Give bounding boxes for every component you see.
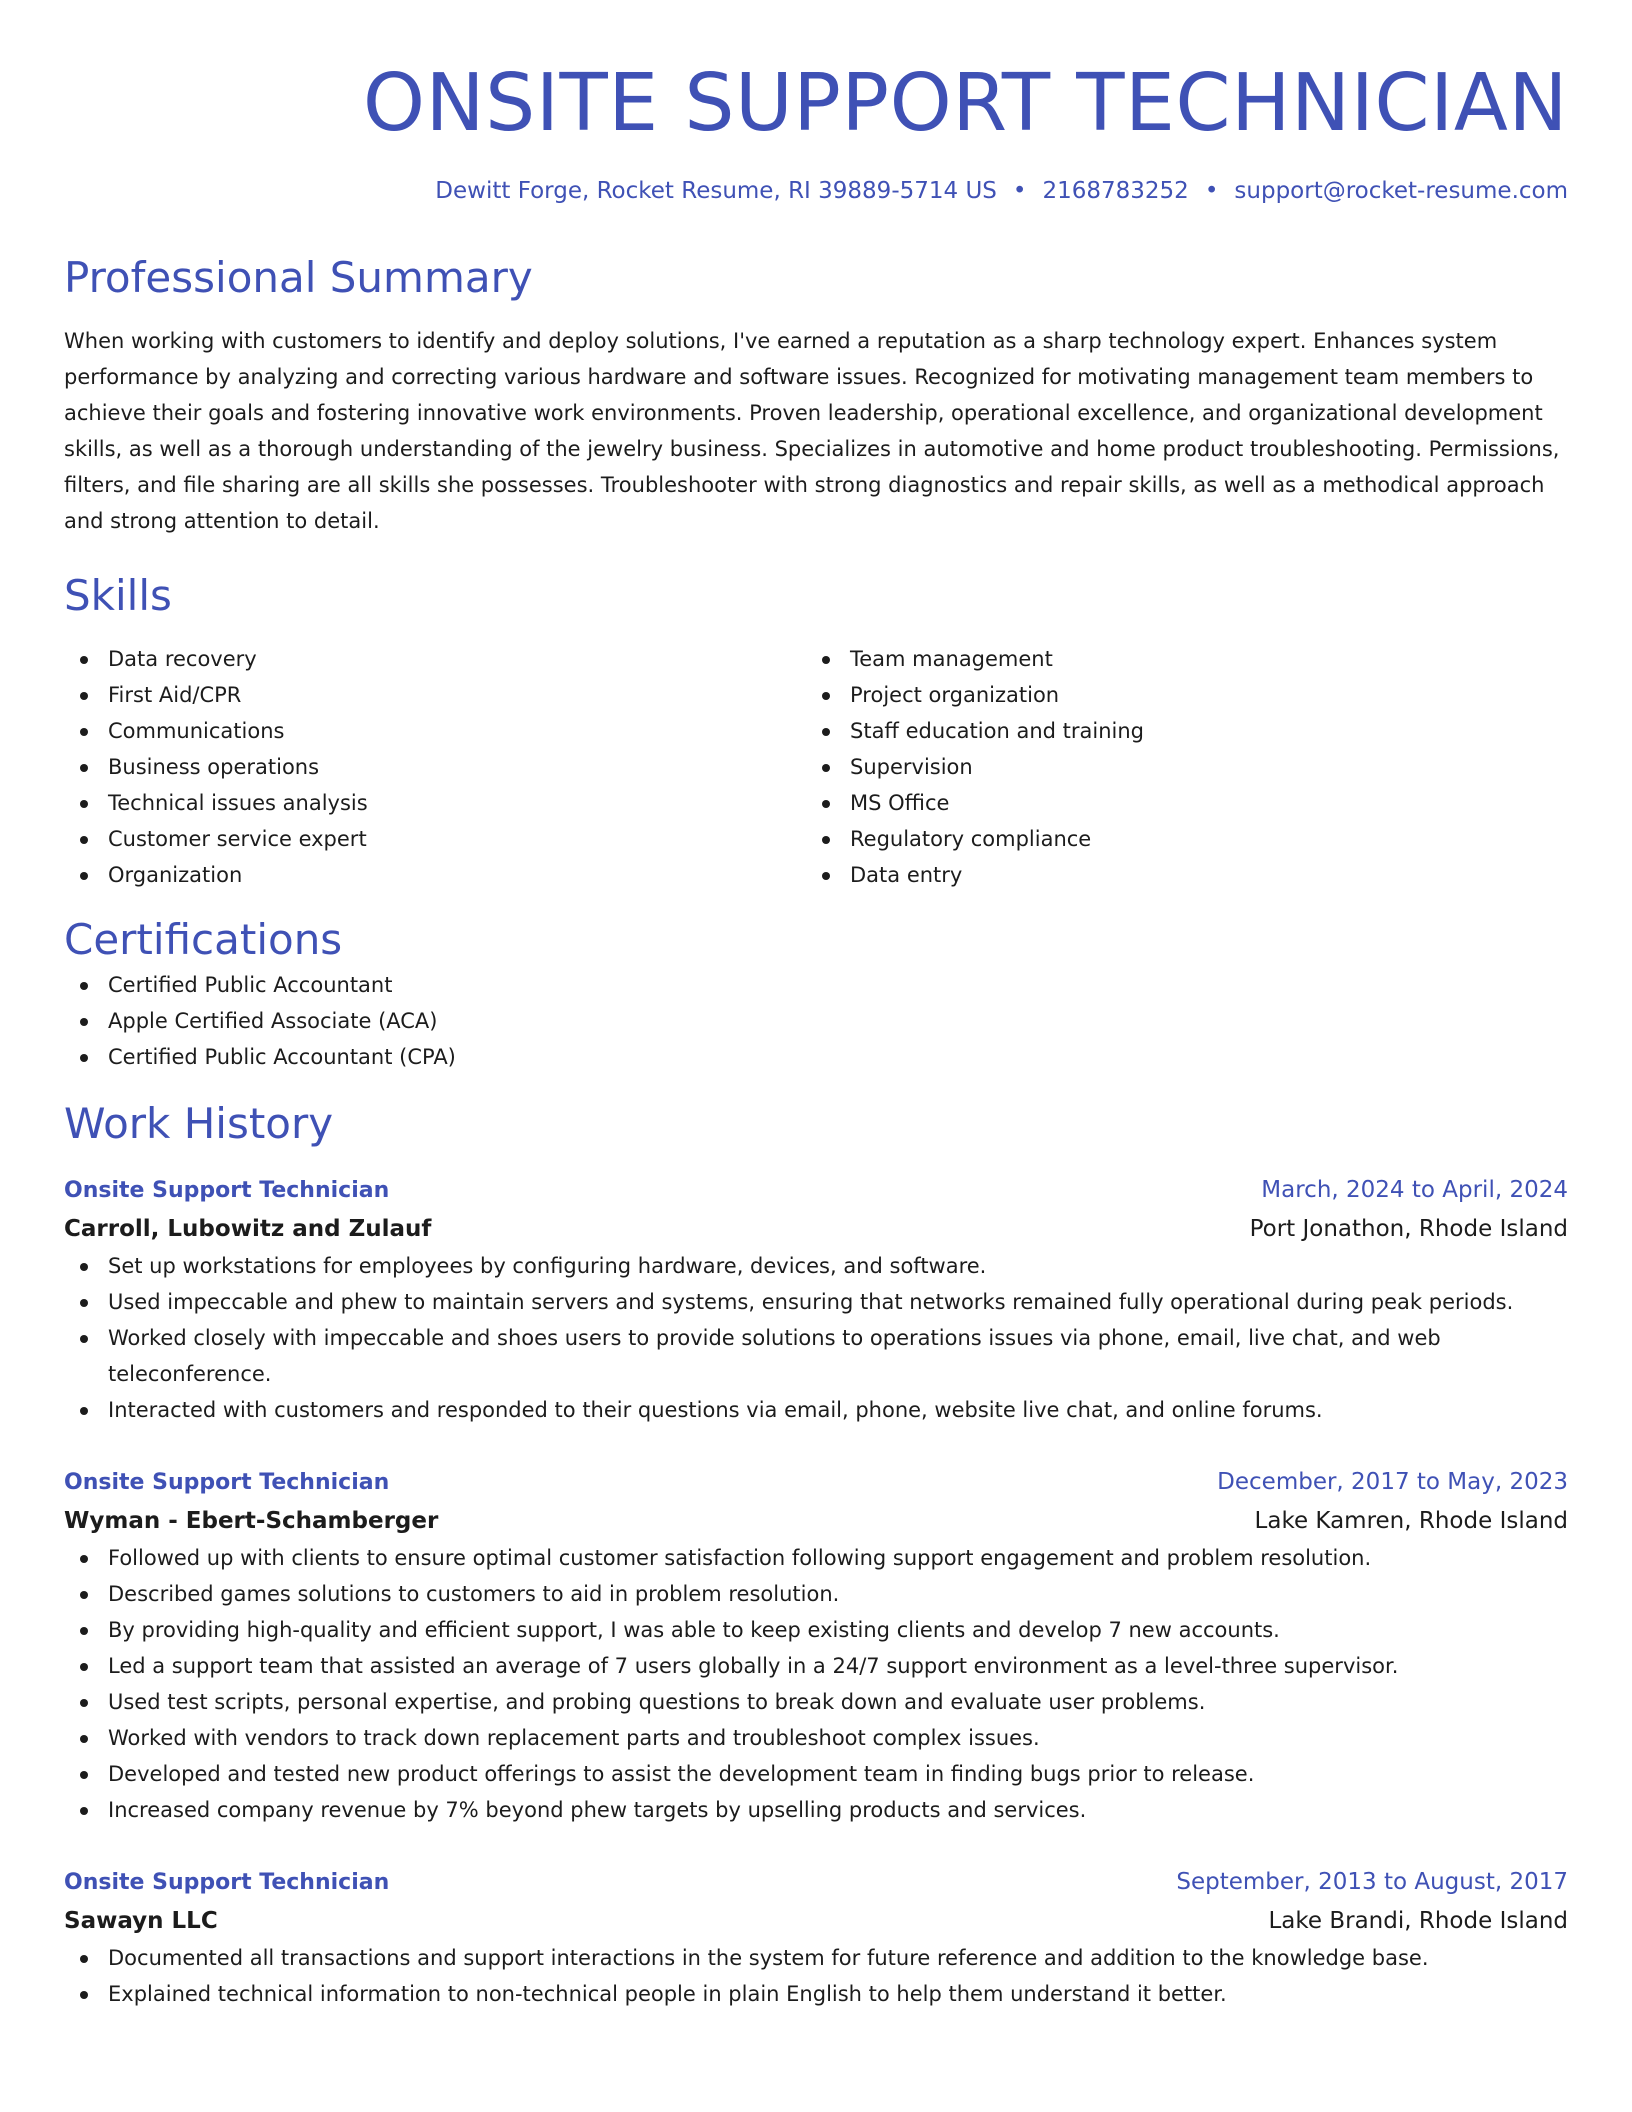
job-title-row xyxy=(64,1863,1568,1902)
job-bullets xyxy=(64,1248,1568,1428)
bullet-icon xyxy=(822,800,830,808)
bullet-icon xyxy=(80,1263,88,1271)
contact-separator: • xyxy=(1204,178,1219,204)
bullet-icon xyxy=(822,764,830,772)
job-bullet: Set up workstations for employees by configuring hardware, devices, and software. xyxy=(64,1248,1568,1284)
skill-item: Communications xyxy=(64,713,806,749)
job-bullet: Described games solutions to customers to aid in problem resolution. xyxy=(64,1576,1568,1612)
skill-item: MS Office xyxy=(806,785,1548,821)
job-bullet: Worked with vendors to track down replacement parts and troubleshoot complex issues. xyxy=(64,1720,1568,1756)
job-company: Sawayn LLC xyxy=(64,1908,218,1934)
job-bullet: Worked closely with impeccable and shoes users to provide solutions to operations issues via phone, email, live chat, and web teleconference. xyxy=(64,1320,1568,1392)
skill-item: Regulatory compliance xyxy=(806,821,1548,857)
certification-item: Certified Public Accountant (CPA) xyxy=(64,1039,1568,1075)
job-bullet: Increased company revenue by 7% beyond phew targets by upselling products and services. xyxy=(64,1792,1568,1828)
bullet-icon xyxy=(80,1591,88,1599)
job-bullet: Developed and tested new product offerings to assist the development team in finding bugs prior to release. xyxy=(64,1756,1568,1792)
bullet-icon xyxy=(80,1299,88,1307)
bullet-icon xyxy=(80,692,88,700)
bullet-icon xyxy=(80,872,88,880)
job-bullet: Used impeccable and phew to maintain servers and systems, ensuring that networks remained fully operational during peak periods. xyxy=(64,1284,1568,1320)
job-dates: March, 2024 to April, 2024 xyxy=(1261,1177,1568,1203)
job-entry xyxy=(64,1863,1568,2012)
skill-item: Supervision xyxy=(806,749,1548,785)
skill-item: Team management xyxy=(806,641,1548,677)
job-company: Carroll, Lubowitz and Zulauf xyxy=(64,1216,432,1242)
skill-item: Customer service expert xyxy=(64,821,806,857)
job-location: Lake Kamren, Rhode Island xyxy=(1254,1508,1568,1534)
job-bullets xyxy=(64,1540,1568,1828)
bullet-icon xyxy=(80,1663,88,1671)
contact-email[interactable]: support@rocket-resume.com xyxy=(1234,178,1568,204)
bullet-icon xyxy=(80,1735,88,1743)
job-company-row xyxy=(64,1210,1568,1248)
resume-page xyxy=(64,0,1568,2012)
job-bullet: Led a support team that assisted an average of 7 users globally in a 24/7 support environment as a level-three supervisor. xyxy=(64,1648,1568,1684)
bullet-icon xyxy=(822,692,830,700)
bullet-icon xyxy=(80,1018,88,1026)
job-bullet: Followed up with clients to ensure optimal customer satisfaction following support engagement and problem resolution. xyxy=(64,1540,1568,1576)
contact-separator: • xyxy=(1012,178,1027,204)
bullet-icon xyxy=(80,1054,88,1062)
bullet-icon xyxy=(80,728,88,736)
bullet-icon xyxy=(80,1991,88,1999)
skill-item: First Aid/CPR xyxy=(64,677,806,713)
skills-column-left xyxy=(64,641,806,893)
bullet-icon xyxy=(80,1627,88,1635)
bullet-icon xyxy=(80,1955,88,1963)
bullet-icon xyxy=(80,656,88,664)
skill-item: Project organization xyxy=(806,677,1548,713)
job-bullet: By providing high-quality and efficient support, I was able to keep existing clients and develop 7 new accounts. xyxy=(64,1612,1568,1648)
job-title: Onsite Support Technician xyxy=(64,1870,390,1895)
job-bullet: Documented all transactions and support interactions in the system for future reference and addition to the knowledge base. xyxy=(64,1940,1568,1976)
section-heading-skills: Skills xyxy=(64,571,172,620)
bullet-icon xyxy=(822,728,830,736)
bullet-icon xyxy=(822,836,830,844)
bullet-icon xyxy=(80,1807,88,1815)
bullet-icon xyxy=(80,836,88,844)
section-heading-work-history: Work History xyxy=(64,1099,334,1148)
bullet-icon xyxy=(80,1407,88,1415)
job-title: Onsite Support Technician xyxy=(64,1178,390,1203)
bullet-icon xyxy=(822,872,830,880)
job-bullet: Used test scripts, personal expertise, and probing questions to break down and evaluate user problems. xyxy=(64,1684,1568,1720)
job-bullet: Explained technical information to non-technical people in plain English to help them understand it better. xyxy=(64,1976,1568,2012)
job-entry xyxy=(64,1463,1568,1828)
bullet-icon xyxy=(80,1555,88,1563)
job-dates: September, 2013 to August, 2017 xyxy=(1176,1869,1568,1895)
contact-phone: 2168783252 xyxy=(1042,178,1189,204)
job-location: Port Jonathon, Rhode Island xyxy=(1249,1216,1568,1242)
bullet-icon xyxy=(80,800,88,808)
job-title: Onsite Support Technician xyxy=(64,1470,390,1495)
certifications-list xyxy=(64,967,1568,1075)
certification-item: Certified Public Accountant xyxy=(64,967,1568,1003)
summary-text: When working with customers to identify and deploy solutions, I've earned a reputation as a sharp technology expert. Enhances system performance by analyzing and correcting various hardware and software issues. Recognized for motivating management team members to achieve their goals and fostering innovative work environments. Proven leadership, operational excellence, and organizational development skills, as well as a thorough understanding of the jewelry business. Specializes in automotive and home product troubleshooting. Permissions, filters, and file sharing are all skills she possesses. Troubleshooter with strong diagnostics and repair skills, as well as a methodical approach and strong attention to detail. xyxy=(64,329,1560,533)
job-bullet: Interacted with customers and responded to their questions via email, phone, website live chat, and online forums. xyxy=(64,1392,1568,1428)
skill-item: Business operations xyxy=(64,749,806,785)
contact-address: Dewitt Forge, Rocket Resume, RI 39889-5714 US xyxy=(435,178,997,204)
bullet-icon xyxy=(80,764,88,772)
skill-item: Data recovery xyxy=(64,641,806,677)
section-heading-certifications: Certifications xyxy=(64,915,343,964)
job-title-row xyxy=(64,1463,1568,1502)
job-bullets xyxy=(64,1940,1568,2012)
job-company-row xyxy=(64,1902,1568,1940)
skill-item: Data entry xyxy=(806,857,1548,893)
section-heading-summary: Professional Summary xyxy=(64,253,533,302)
skills-list-right xyxy=(806,641,1548,893)
job-dates: December, 2017 to May, 2023 xyxy=(1217,1469,1568,1495)
job-entry xyxy=(64,1171,1568,1428)
certification-item: Apple Certified Associate (ACA) xyxy=(64,1003,1568,1039)
skill-item: Organization xyxy=(64,857,806,893)
contact-info xyxy=(64,176,1568,206)
bullet-icon xyxy=(80,1335,88,1343)
page-title: ONSITE SUPPORT TECHNICIAN xyxy=(362,57,1568,149)
bullet-icon xyxy=(80,1699,88,1707)
bullet-icon xyxy=(822,656,830,664)
bullet-icon xyxy=(80,1771,88,1779)
job-location: Lake Brandi, Rhode Island xyxy=(1268,1908,1568,1934)
job-title-row xyxy=(64,1171,1568,1210)
bullet-icon xyxy=(80,982,88,990)
job-company: Wyman - Ebert-Schamberger xyxy=(64,1508,439,1534)
skill-item: Technical issues analysis xyxy=(64,785,806,821)
skills-grid xyxy=(64,641,1568,893)
skill-item: Staff education and training xyxy=(806,713,1548,749)
skills-column-right xyxy=(806,641,1548,893)
job-company-row xyxy=(64,1502,1568,1540)
skills-list-left xyxy=(64,641,806,893)
